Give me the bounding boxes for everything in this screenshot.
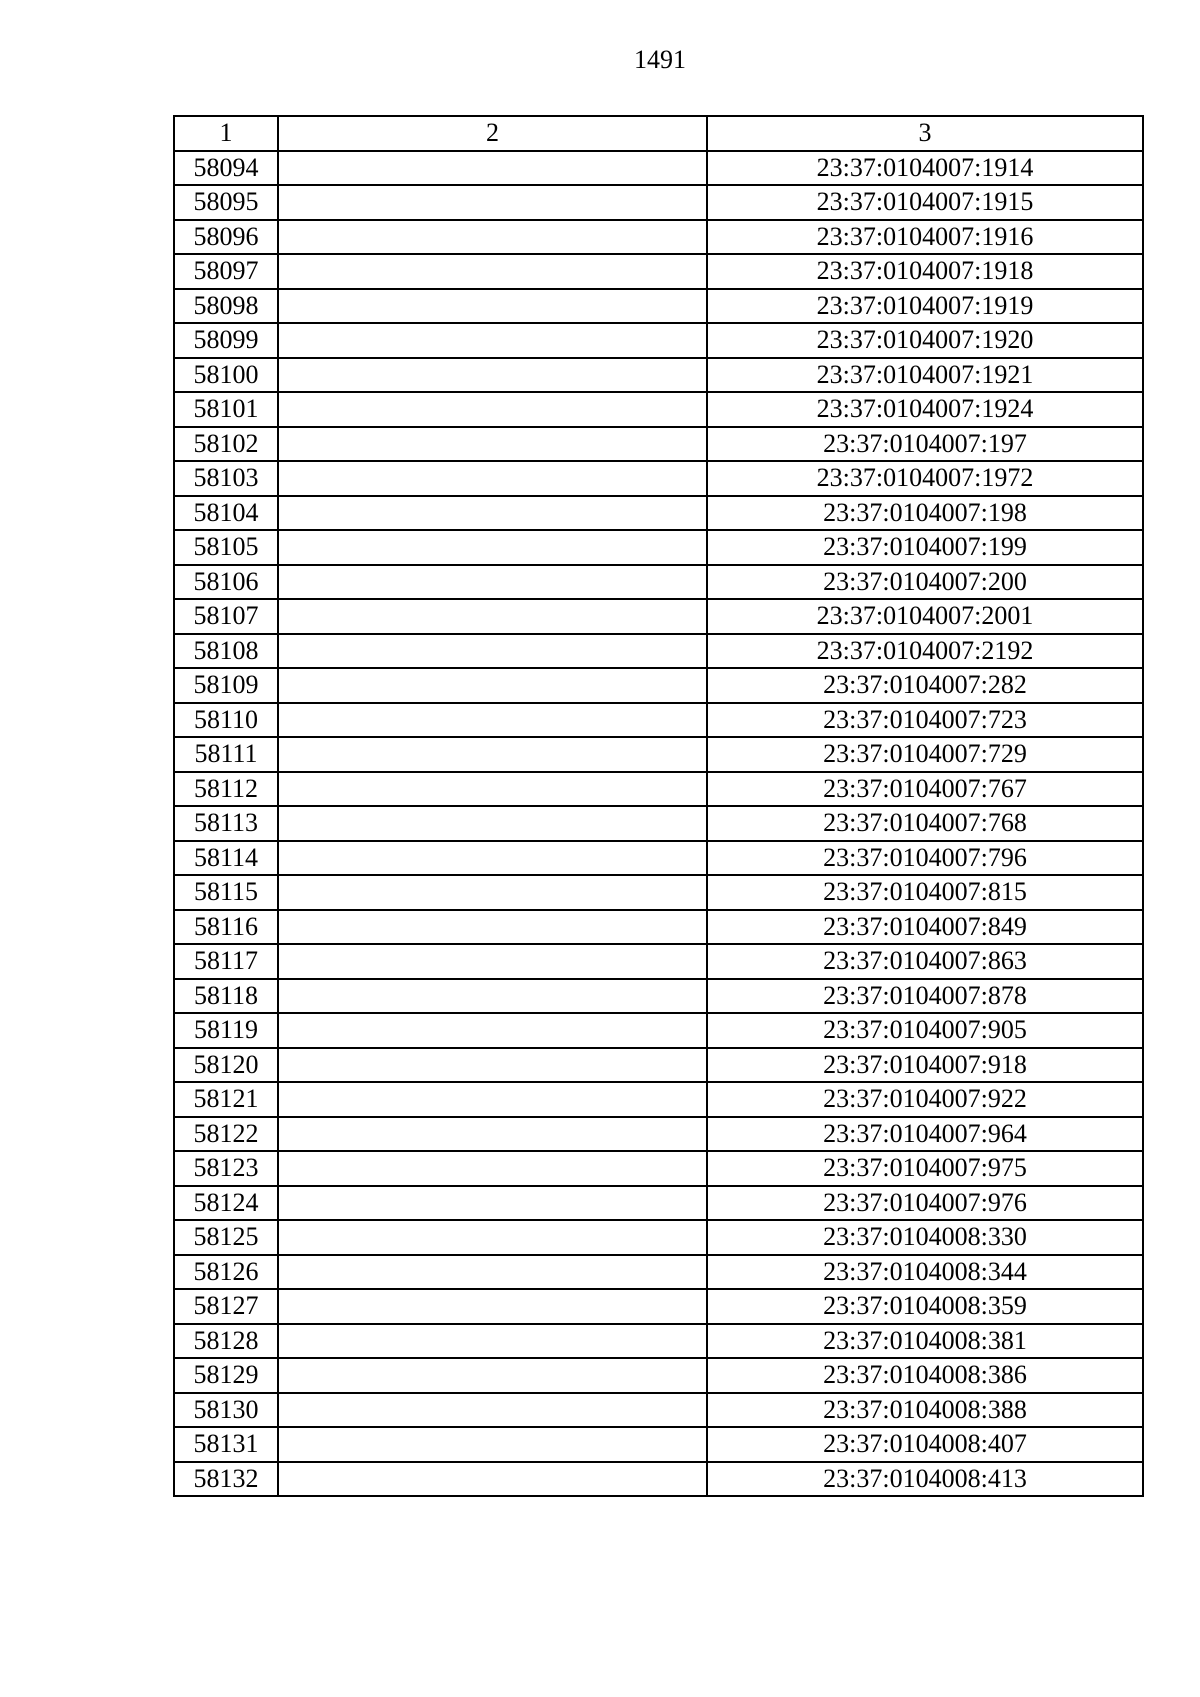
table-row — [174, 254, 1143, 289]
empty-cell — [278, 979, 707, 1014]
table-row — [174, 1255, 1143, 1290]
row-number-cell: 58131 — [174, 1427, 278, 1462]
table-row — [174, 1151, 1143, 1186]
row-number-cell: 58109 — [174, 668, 278, 703]
empty-cell — [278, 1013, 707, 1048]
cadastral-number-cell: 23:37:0104007:198 — [707, 496, 1143, 531]
table-row — [174, 185, 1143, 220]
row-number-cell: 58098 — [174, 289, 278, 324]
cadastral-number-cell: 23:37:0104007:1915 — [707, 185, 1143, 220]
row-number-cell: 58130 — [174, 1393, 278, 1428]
empty-cell — [278, 565, 707, 600]
cadastral-number-cell: 23:37:0104007:729 — [707, 737, 1143, 772]
row-number-cell: 58125 — [174, 1220, 278, 1255]
table-row — [174, 910, 1143, 945]
table-row — [174, 289, 1143, 324]
empty-cell — [278, 289, 707, 324]
table-row — [174, 1289, 1143, 1324]
row-number-cell: 58114 — [174, 841, 278, 876]
empty-cell — [278, 1324, 707, 1359]
cadastral-number-cell: 23:37:0104007:1914 — [707, 151, 1143, 186]
table-row — [174, 1393, 1143, 1428]
table-row — [174, 599, 1143, 634]
cadastral-number-cell: 23:37:0104007:975 — [707, 1151, 1143, 1186]
row-number-cell: 58115 — [174, 875, 278, 910]
row-number-cell: 58122 — [174, 1117, 278, 1152]
cadastral-number-cell: 23:37:0104007:863 — [707, 944, 1143, 979]
table-row — [174, 841, 1143, 876]
row-number-cell: 58104 — [174, 496, 278, 531]
row-number-cell: 58128 — [174, 1324, 278, 1359]
cadastral-number-cell: 23:37:0104007:815 — [707, 875, 1143, 910]
table-row — [174, 1048, 1143, 1083]
row-number-cell: 58101 — [174, 392, 278, 427]
cadastral-number-cell: 23:37:0104007:849 — [707, 910, 1143, 945]
row-number-cell: 58111 — [174, 737, 278, 772]
column-header-2: 2 — [278, 116, 707, 151]
empty-cell — [278, 254, 707, 289]
row-number-cell: 58113 — [174, 806, 278, 841]
empty-cell — [278, 1427, 707, 1462]
row-number-cell: 58121 — [174, 1082, 278, 1117]
empty-cell — [278, 1358, 707, 1393]
empty-cell — [278, 358, 707, 393]
table-row — [174, 1013, 1143, 1048]
row-number-cell: 58099 — [174, 323, 278, 358]
table-row — [174, 1117, 1143, 1152]
empty-cell — [278, 1186, 707, 1221]
table-row — [174, 323, 1143, 358]
empty-cell — [278, 1289, 707, 1324]
empty-cell — [278, 1048, 707, 1083]
cadastral-number-cell: 23:37:0104007:197 — [707, 427, 1143, 462]
row-number-cell: 58123 — [174, 1151, 278, 1186]
empty-cell — [278, 841, 707, 876]
table-row — [174, 1082, 1143, 1117]
cadastral-number-cell: 23:37:0104007:976 — [707, 1186, 1143, 1221]
cadastral-number-cell: 23:37:0104007:964 — [707, 1117, 1143, 1152]
table-body — [174, 151, 1143, 1497]
row-number-cell: 58126 — [174, 1255, 278, 1290]
table-row — [174, 944, 1143, 979]
cadastral-number-cell: 23:37:0104007:922 — [707, 1082, 1143, 1117]
empty-cell — [278, 1117, 707, 1152]
table-row — [174, 1462, 1143, 1497]
cadastral-number-cell: 23:37:0104007:1919 — [707, 289, 1143, 324]
cadastral-number-cell: 23:37:0104007:2001 — [707, 599, 1143, 634]
registry-table — [173, 115, 1144, 1497]
table-row — [174, 1427, 1143, 1462]
table-row — [174, 1324, 1143, 1359]
row-number-cell: 58127 — [174, 1289, 278, 1324]
table-row — [174, 358, 1143, 393]
column-header-3: 3 — [707, 116, 1143, 151]
cadastral-number-cell: 23:37:0104007:1924 — [707, 392, 1143, 427]
row-number-cell: 58120 — [174, 1048, 278, 1083]
page-number: 1491 — [634, 45, 686, 74]
empty-cell — [278, 1082, 707, 1117]
empty-cell — [278, 944, 707, 979]
row-number-cell: 58129 — [174, 1358, 278, 1393]
cadastral-number-cell: 23:37:0104008:386 — [707, 1358, 1143, 1393]
empty-cell — [278, 772, 707, 807]
empty-cell — [278, 634, 707, 669]
cadastral-number-cell: 23:37:0104008:413 — [707, 1462, 1143, 1497]
table-row — [174, 668, 1143, 703]
row-number-cell: 58106 — [174, 565, 278, 600]
empty-cell — [278, 1255, 707, 1290]
table-row — [174, 875, 1143, 910]
cadastral-number-cell: 23:37:0104008:381 — [707, 1324, 1143, 1359]
cadastral-number-cell: 23:37:0104007:1920 — [707, 323, 1143, 358]
cadastral-number-cell: 23:37:0104007:905 — [707, 1013, 1143, 1048]
cadastral-number-cell: 23:37:0104007:918 — [707, 1048, 1143, 1083]
row-number-cell: 58102 — [174, 427, 278, 462]
table-row — [174, 496, 1143, 531]
empty-cell — [278, 806, 707, 841]
empty-cell — [278, 599, 707, 634]
table-row — [174, 565, 1143, 600]
empty-cell — [278, 875, 707, 910]
empty-cell — [278, 1220, 707, 1255]
empty-cell — [278, 185, 707, 220]
empty-cell — [278, 1393, 707, 1428]
row-number-cell: 58118 — [174, 979, 278, 1014]
cadastral-number-cell: 23:37:0104008:388 — [707, 1393, 1143, 1428]
cadastral-number-cell: 23:37:0104008:407 — [707, 1427, 1143, 1462]
table-header — [174, 116, 1143, 151]
table-row — [174, 806, 1143, 841]
cadastral-number-cell: 23:37:0104008:359 — [707, 1289, 1143, 1324]
header-row — [174, 116, 1143, 151]
row-number-cell: 58096 — [174, 220, 278, 255]
cadastral-number-cell: 23:37:0104007:282 — [707, 668, 1143, 703]
table-row — [174, 530, 1143, 565]
row-number-cell: 58116 — [174, 910, 278, 945]
empty-cell — [278, 392, 707, 427]
empty-cell — [278, 668, 707, 703]
row-number-cell: 58100 — [174, 358, 278, 393]
table-row — [174, 979, 1143, 1014]
row-number-cell: 58132 — [174, 1462, 278, 1497]
empty-cell — [278, 703, 707, 738]
table-row — [174, 634, 1143, 669]
row-number-cell: 58112 — [174, 772, 278, 807]
table-row — [174, 392, 1143, 427]
cadastral-number-cell: 23:37:0104007:796 — [707, 841, 1143, 876]
cadastral-number-cell: 23:37:0104007:767 — [707, 772, 1143, 807]
table-row — [174, 461, 1143, 496]
empty-cell — [278, 220, 707, 255]
row-number-cell: 58103 — [174, 461, 278, 496]
cadastral-number-cell: 23:37:0104007:199 — [707, 530, 1143, 565]
cadastral-number-cell: 23:37:0104007:1921 — [707, 358, 1143, 393]
table-row — [174, 1220, 1143, 1255]
row-number-cell: 58119 — [174, 1013, 278, 1048]
table-row — [174, 220, 1143, 255]
column-header-1: 1 — [174, 116, 278, 151]
cadastral-number-cell: 23:37:0104007:878 — [707, 979, 1143, 1014]
cadastral-number-cell: 23:37:0104008:344 — [707, 1255, 1143, 1290]
empty-cell — [278, 427, 707, 462]
cadastral-number-cell: 23:37:0104007:2192 — [707, 634, 1143, 669]
empty-cell — [278, 910, 707, 945]
row-number-cell: 58124 — [174, 1186, 278, 1221]
cadastral-number-cell: 23:37:0104007:1916 — [707, 220, 1143, 255]
table-row — [174, 772, 1143, 807]
cadastral-number-cell: 23:37:0104007:200 — [707, 565, 1143, 600]
row-number-cell: 58117 — [174, 944, 278, 979]
empty-cell — [278, 530, 707, 565]
table-row — [174, 1358, 1143, 1393]
row-number-cell: 58095 — [174, 185, 278, 220]
row-number-cell: 58105 — [174, 530, 278, 565]
empty-cell — [278, 737, 707, 772]
table-row — [174, 151, 1143, 186]
row-number-cell: 58107 — [174, 599, 278, 634]
cadastral-number-cell: 23:37:0104008:330 — [707, 1220, 1143, 1255]
empty-cell — [278, 151, 707, 186]
empty-cell — [278, 1462, 707, 1497]
table-row — [174, 427, 1143, 462]
empty-cell — [278, 461, 707, 496]
row-number-cell: 58110 — [174, 703, 278, 738]
table-row — [174, 703, 1143, 738]
empty-cell — [278, 496, 707, 531]
empty-cell — [278, 1151, 707, 1186]
row-number-cell: 58097 — [174, 254, 278, 289]
cadastral-number-cell: 23:37:0104007:768 — [707, 806, 1143, 841]
table-row — [174, 737, 1143, 772]
row-number-cell: 58108 — [174, 634, 278, 669]
cadastral-number-cell: 23:37:0104007:1972 — [707, 461, 1143, 496]
cadastral-number-cell: 23:37:0104007:723 — [707, 703, 1143, 738]
row-number-cell: 58094 — [174, 151, 278, 186]
cadastral-number-cell: 23:37:0104007:1918 — [707, 254, 1143, 289]
empty-cell — [278, 323, 707, 358]
table-row — [174, 1186, 1143, 1221]
